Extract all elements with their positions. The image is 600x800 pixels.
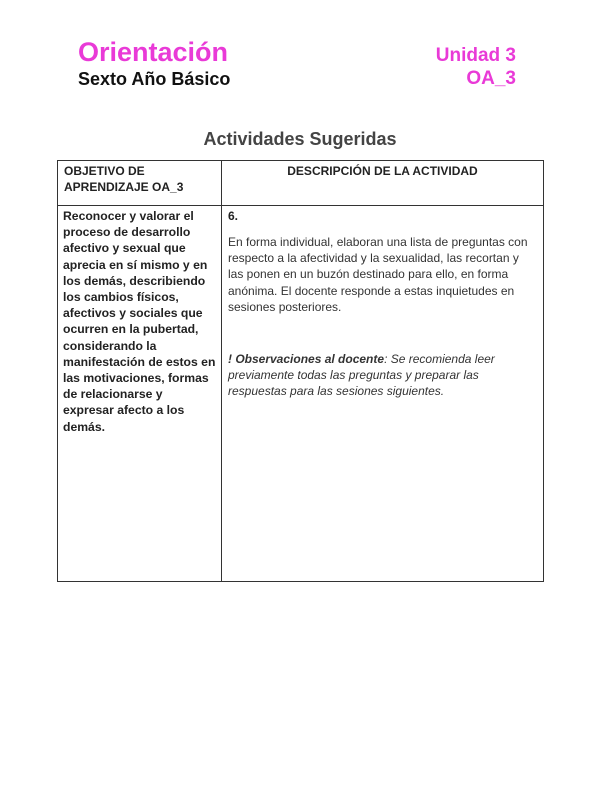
activity-text: En forma individual, elaboran una lista de preguntas con respecto a la afectividad y la sexualidad, las recortan y las ponen en un buzón destinado para ello, en forma anónima. El docente responde a estas inquietudes en sesiones posteriores. — [228, 235, 528, 314]
activities-table — [57, 160, 544, 582]
oa-code: OA_3 — [466, 68, 516, 89]
observations-text: : Se recomienda leer previamente todas las preguntas y preparar las respuestas para las sesiones siguientes. — [228, 352, 495, 399]
table-row — [58, 206, 544, 582]
activity-number: 6. — [228, 209, 239, 223]
subject-title: Orientación — [78, 37, 229, 67]
section-title: Actividades Sugeridas — [203, 129, 397, 149]
description-header: DESCRIPCIÓN DE LA ACTIVIDAD — [222, 161, 544, 206]
grade-level: Sexto Año Básico — [78, 69, 231, 89]
document-header — [78, 36, 518, 96]
objective-text: Reconocer y valorar el proceso de desarrollo afectivo y sexual que aprecia en sí mismo y en los demás, describiendo los cambios físicos, afectivos y sociales que ocurren en la pubertad, considerando la manifestación de estos en las motivaciones, formas de relacionarse y expresar afecto a los demás. — [58, 206, 222, 582]
activity-description — [222, 206, 544, 582]
objective-header: OBJETIVO DE APRENDIZAJE OA_3 — [58, 161, 222, 206]
table-header-row — [58, 161, 544, 206]
observations-label: ! Observaciones al docente — [228, 352, 385, 367]
teacher-observations — [228, 351, 537, 400]
unit-label: Unidad 3 — [435, 45, 516, 66]
